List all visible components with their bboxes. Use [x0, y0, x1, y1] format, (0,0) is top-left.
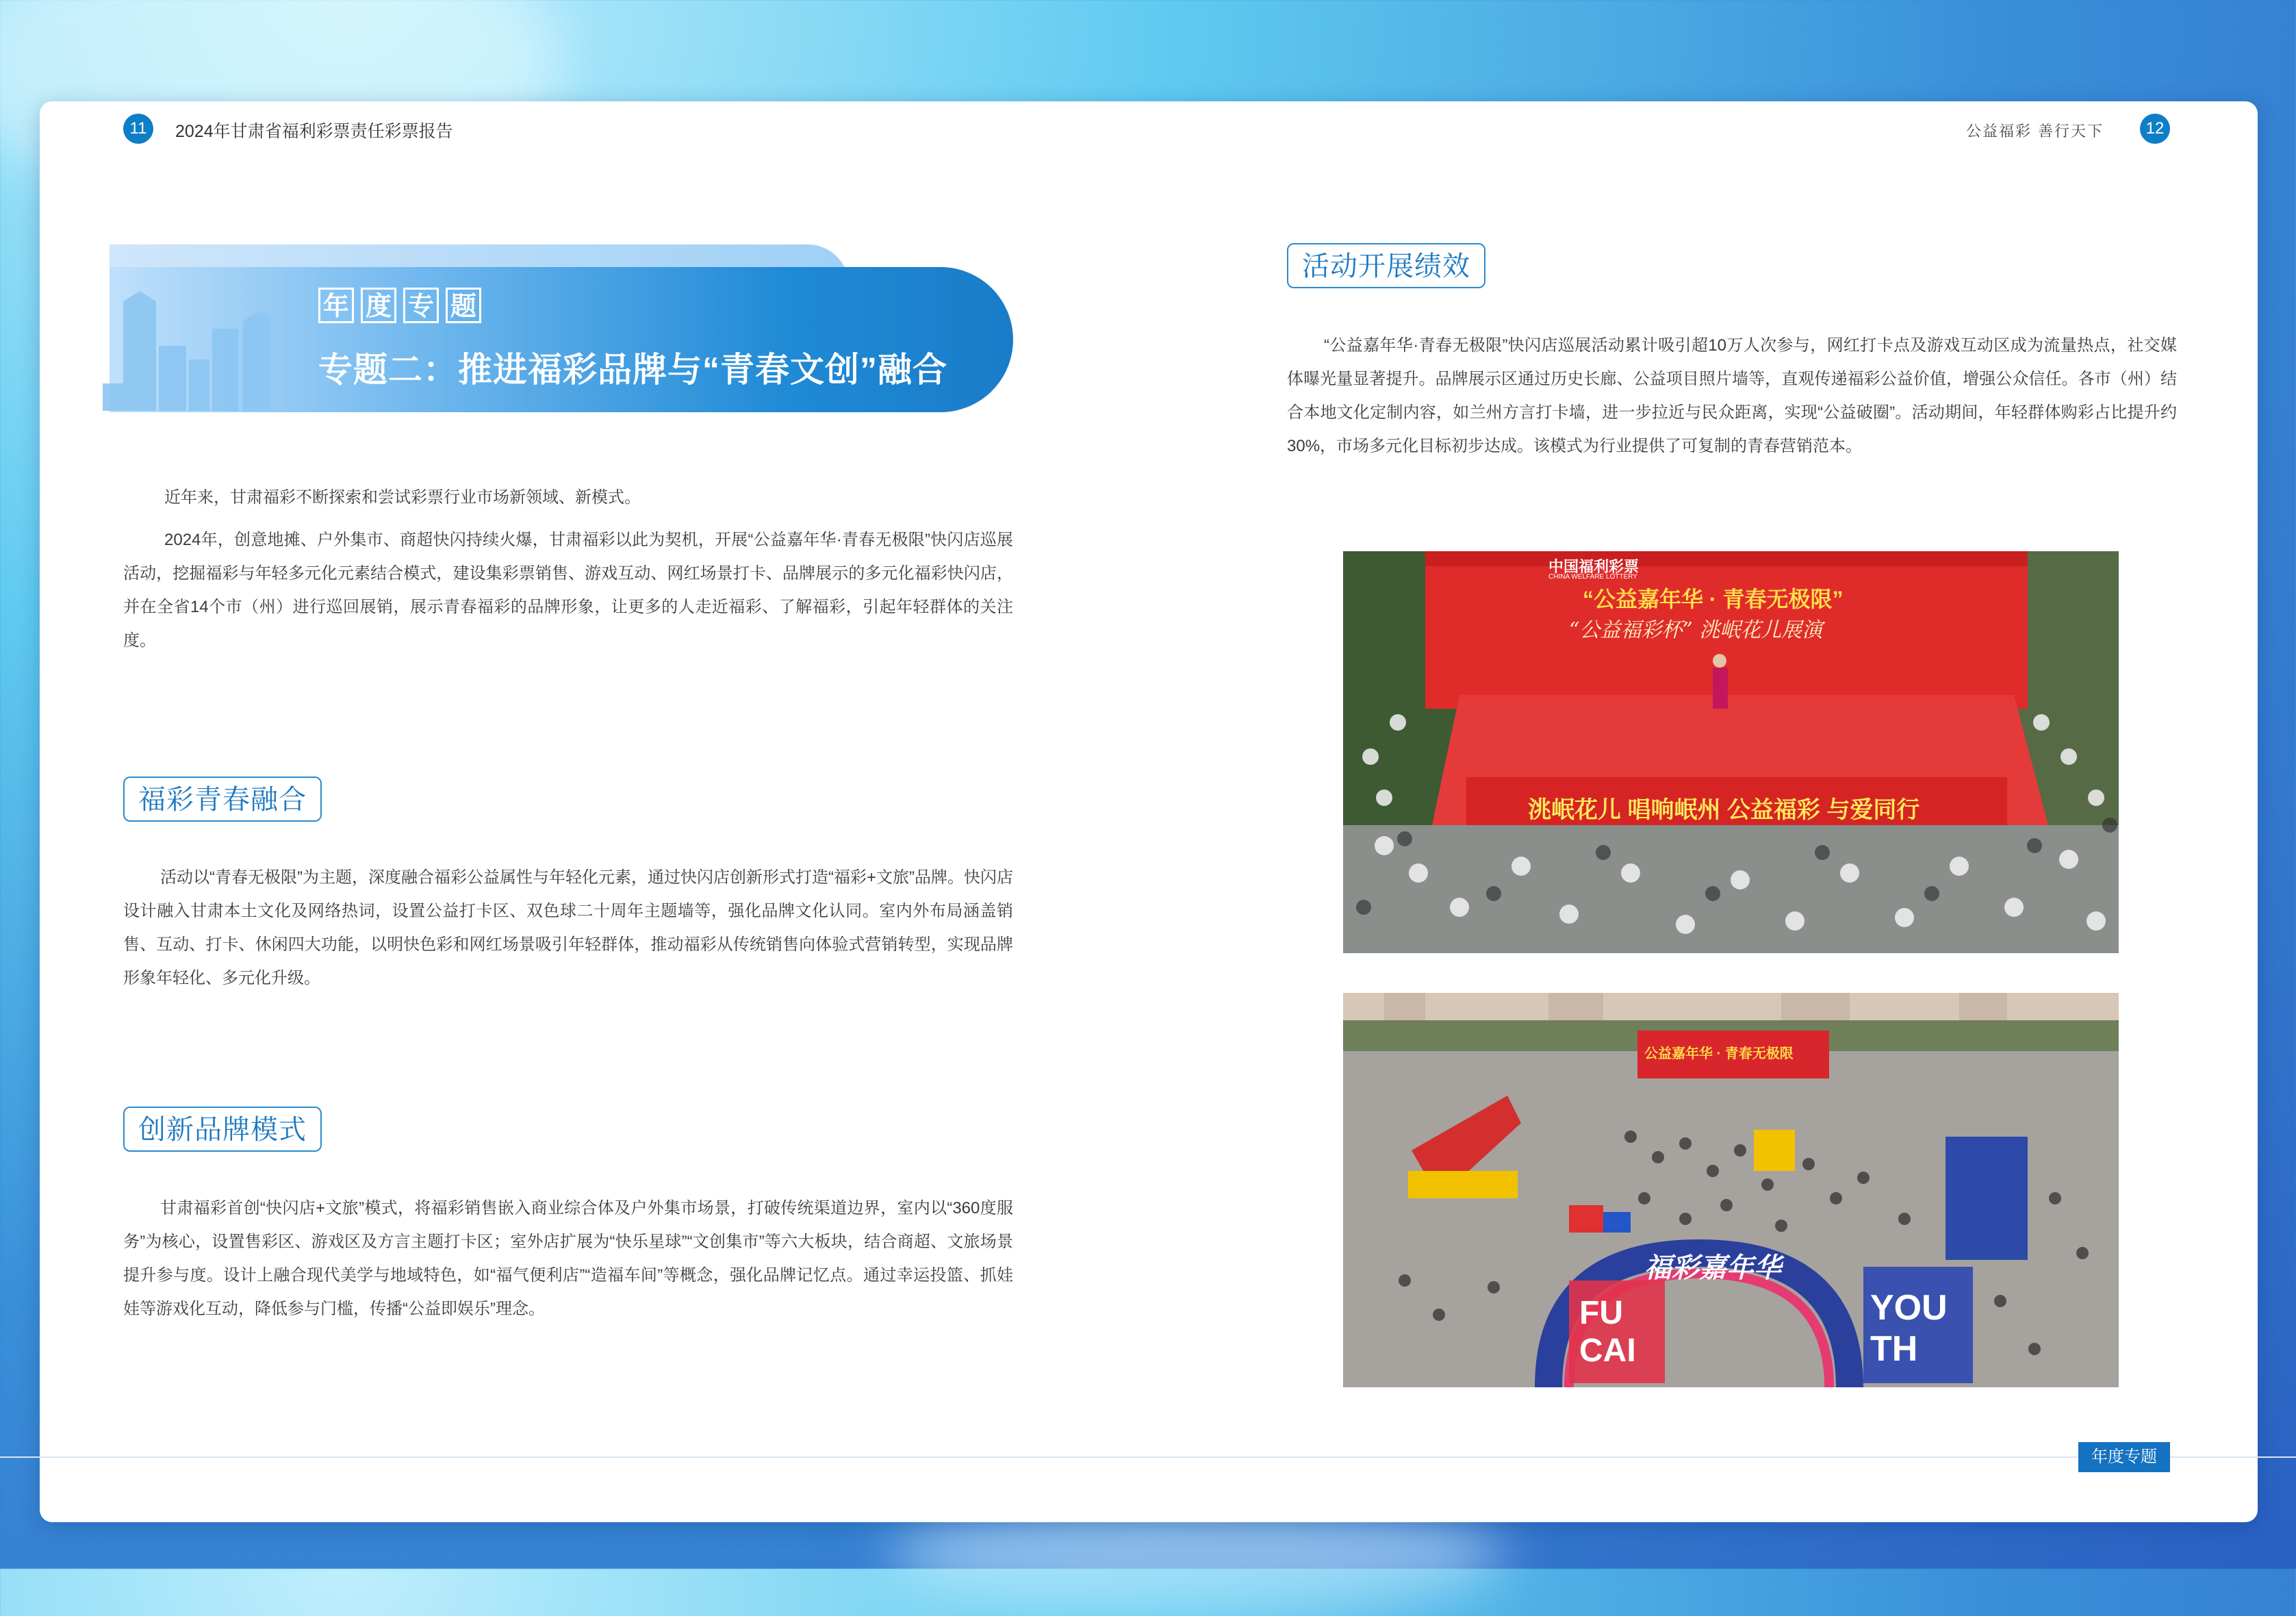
stage-slogan: 洮岷花儿 唱响岷州 公益福彩 与爱同行: [1528, 797, 1920, 823]
section-paragraph: “公益嘉年华·青春无极限”快闪店巡展活动累计吸引超10万人次参与，网红打卡点及游戏互动区成为流量热点，社交媒体曝光量显著提升。品牌展示区通过历史长廊、公益项目照片墙等，直观传递福彩公益价值，增强公众信任。各市（州）结合本地文化定制内容，如兰州方言打卡墙，进一步拉近与民众距离，实现“公益破圈”。活动期间，年轻群体购彩占比提升约30%，市场多元化目标初步达成。该模式为行业提供了可复制的青春营销范本。: [1287, 336, 2177, 455]
tag-char: 专: [403, 288, 439, 323]
page-number-left: 11: [123, 114, 153, 144]
tag-char: 年: [318, 288, 354, 323]
report-title: 2024年甘肃省福利彩票责任彩票报告: [175, 122, 453, 141]
event-photo-plaza: [1343, 993, 2119, 1387]
event-photo-stage: [1343, 551, 2119, 953]
topic-title: 专题二：推进福彩品牌与“青春文创”融合: [318, 351, 947, 389]
intro-paragraph: 2024年，创意地摊、户外集市、商超快闪持续火爆，甘肃福彩以此为契机，开展“公益嘉年华·青春无极限”快闪店巡展活动，挖掘福彩与年轻多元化元素结合模式，建设集彩票销售、游戏互动、网红场景打卡、品牌展示的多元化福彩快闪店，并在全省14个市（州）进行巡回展销，展示青春福彩的品牌形象，让更多的人走近福彩、了解福彩，引起年轻群体的关注度。: [123, 531, 1013, 650]
city-skyline-icon: [103, 281, 281, 411]
footer-section-tag: 年度专题: [2078, 1442, 2170, 1472]
plaza-stage-banner: 公益嘉年华 · 青春无极限: [1644, 1046, 1794, 1061]
plaza-arch-text: 福彩嘉年华: [1644, 1253, 1781, 1283]
section-paragraph: 甘肃福彩首创“快闪店+文旅”模式，将福彩销售嵌入商业综合体及户外集市场景，打破传统渠道边界，室内以“360度服务”为核心，设置售彩区、游戏区及方言主题打卡区；室外店扩展为“快乐星球”“文创集市”等六大板块，结合商超、文旅场景提升参与度。设计上融合现代美学与地域特色，如“福气便利店”“造福车间”等概念，强化品牌记忆点。通过幸运投篮、抓娃娃等游戏化互动，降低参与门槛，传播“公益即娱乐”理念。: [123, 1199, 1013, 1318]
stage-banner-line2: “公益福彩杯” 洮岷花儿展演: [1569, 618, 1823, 642]
annual-topic-tag: [318, 288, 481, 323]
tag-char: 题: [446, 288, 481, 323]
section-title-fusion: 福彩青春融合: [123, 777, 322, 822]
footer-divider: [0, 1456, 2296, 1458]
intro-paragraph: 近年来，甘肃福彩不断探索和尝试彩票行业市场新领域、新模式。: [164, 488, 641, 507]
page-number-right: 12: [2140, 114, 2170, 144]
plaza-letters-left: FU CAI: [1579, 1295, 1636, 1369]
stage-logo-sub: CHINA WELFARE LOTTERY: [1548, 573, 1637, 581]
stage-logo: 中国福利彩票: [1548, 558, 1640, 575]
tag-char: 度: [361, 288, 396, 323]
stage-banner-line1: “公益嘉年华 · 青春无极限”: [1583, 587, 1844, 611]
section-title-performance: 活动开展绩效: [1287, 243, 1485, 288]
section-paragraph: 活动以“青春无极限”为主题，深度融合福彩公益属性与年轻化元素，通过快闪店创新形式打造“福彩+文旅”品牌。快闪店设计融入甘肃本土文化及网络热词，设置公益打卡区、双色球二十周年主题墙等，强化品牌文化认同。室内外布局涵盖销售、互动、打卡、休闲四大功能，以明快色彩和网红场景吸引年轻群体，推动福彩从传统销售向体验式营销转型，实现品牌形象年轻化、多元化升级。: [123, 868, 1013, 987]
section-title-brand-model: 创新品牌模式: [123, 1107, 322, 1152]
header-slogan: 公益福彩 善行天下: [1966, 123, 2104, 140]
plaza-letters-right: YOUTH: [1870, 1288, 1948, 1369]
